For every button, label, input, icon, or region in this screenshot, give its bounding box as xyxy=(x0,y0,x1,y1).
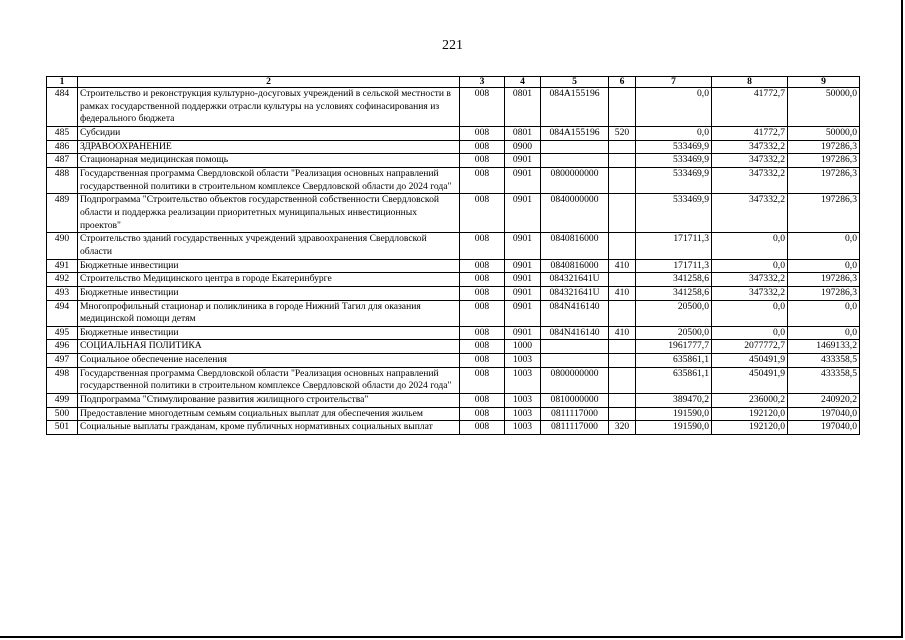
column-header-9: 9 xyxy=(788,77,860,88)
row-expense-type xyxy=(609,394,636,408)
row-amount-7: 1961777,7 xyxy=(636,340,712,354)
table-row xyxy=(47,88,860,127)
row-section-code: 0900 xyxy=(505,140,541,154)
row-amount-8: 347332,2 xyxy=(712,140,788,154)
row-section-code: 0901 xyxy=(505,194,541,233)
row-amount-7: 635861,1 xyxy=(636,354,712,368)
table-row xyxy=(47,126,860,140)
row-expense-type xyxy=(609,194,636,233)
row-name: Государственная программа Свердловской области "Реализация основных направлений государственной политики в строительном комплексе Свердловской области до 2024 года" xyxy=(78,367,460,393)
row-amount-8: 41772,7 xyxy=(712,88,788,127)
table-row xyxy=(47,273,860,287)
row-amount-8: 347332,2 xyxy=(712,286,788,300)
row-section-code: 1003 xyxy=(505,421,541,435)
row-admin-code: 008 xyxy=(460,233,505,259)
row-amount-9: 433358,5 xyxy=(788,367,860,393)
row-amount-9: 1469133,2 xyxy=(788,340,860,354)
row-amount-8: 0,0 xyxy=(712,326,788,340)
row-number: 492 xyxy=(47,273,78,287)
row-amount-9: 197286,3 xyxy=(788,194,860,233)
row-section-code: 1003 xyxy=(505,367,541,393)
row-expense-type xyxy=(609,407,636,421)
table-row xyxy=(47,300,860,326)
row-amount-8: 450491,9 xyxy=(712,354,788,368)
row-amount-8: 0,0 xyxy=(712,259,788,273)
row-admin-code: 008 xyxy=(460,167,505,193)
row-amount-8: 236000,2 xyxy=(712,394,788,408)
table-row xyxy=(47,421,860,435)
row-number: 490 xyxy=(47,233,78,259)
row-number: 487 xyxy=(47,154,78,168)
row-target-code xyxy=(541,154,609,168)
row-name: Бюджетные инвестиции xyxy=(78,286,460,300)
row-expense-type xyxy=(609,354,636,368)
row-section-code: 0901 xyxy=(505,167,541,193)
row-section-code: 0801 xyxy=(505,126,541,140)
row-admin-code: 008 xyxy=(460,154,505,168)
column-header-2: 2 xyxy=(78,77,460,88)
row-name: Социальные выплаты гражданам, кроме публичных нормативных социальных выплат xyxy=(78,421,460,435)
page-number: 221 xyxy=(442,38,463,53)
row-amount-7: 389470,2 xyxy=(636,394,712,408)
row-amount-9: 197286,3 xyxy=(788,286,860,300)
row-section-code: 1003 xyxy=(505,354,541,368)
table-row xyxy=(47,259,860,273)
row-expense-type xyxy=(609,140,636,154)
row-amount-9: 197286,3 xyxy=(788,273,860,287)
row-target-code xyxy=(541,354,609,368)
row-admin-code: 008 xyxy=(460,421,505,435)
row-target-code xyxy=(541,140,609,154)
row-number: 491 xyxy=(47,259,78,273)
row-target-code: 0800000000 xyxy=(541,167,609,193)
row-amount-7: 191590,0 xyxy=(636,407,712,421)
row-amount-7: 0,0 xyxy=(636,126,712,140)
table-body xyxy=(47,88,860,435)
row-amount-9: 433358,5 xyxy=(788,354,860,368)
row-amount-8: 192120,0 xyxy=(712,407,788,421)
row-section-code: 0901 xyxy=(505,326,541,340)
row-admin-code: 008 xyxy=(460,273,505,287)
row-name: Социальное обеспечение населения xyxy=(78,354,460,368)
row-amount-8: 41772,7 xyxy=(712,126,788,140)
row-admin-code: 008 xyxy=(460,88,505,127)
row-section-code: 0801 xyxy=(505,88,541,127)
row-amount-7: 20500,0 xyxy=(636,326,712,340)
row-admin-code: 008 xyxy=(460,140,505,154)
row-target-code xyxy=(541,340,609,354)
row-amount-8: 347332,2 xyxy=(712,167,788,193)
row-expense-type xyxy=(609,340,636,354)
row-section-code: 0901 xyxy=(505,154,541,168)
row-admin-code: 008 xyxy=(460,326,505,340)
row-name: Строительство и реконструкция культурно-досуговых учреждений в сельской местности в рамках государственной поддержки отрасли культуры на условиях софинасирования из федерального бюджета xyxy=(78,88,460,127)
column-header-4: 4 xyxy=(505,77,541,88)
row-admin-code: 008 xyxy=(460,126,505,140)
row-number: 485 xyxy=(47,126,78,140)
row-admin-code: 008 xyxy=(460,340,505,354)
row-name: Многопрофильный стационар и поликлиника в городе Нижний Тагил для оказания медицинской помощи детям xyxy=(78,300,460,326)
row-amount-7: 533469,9 xyxy=(636,154,712,168)
row-amount-7: 0,0 xyxy=(636,88,712,127)
row-amount-8: 0,0 xyxy=(712,233,788,259)
row-admin-code: 008 xyxy=(460,407,505,421)
row-amount-9: 197286,3 xyxy=(788,154,860,168)
row-expense-type: 410 xyxy=(609,259,636,273)
row-target-code: 0810000000 xyxy=(541,394,609,408)
row-target-code: 084N416140 xyxy=(541,326,609,340)
row-target-code: 084321641U xyxy=(541,273,609,287)
row-amount-7: 171711,3 xyxy=(636,259,712,273)
table-row xyxy=(47,407,860,421)
row-expense-type: 410 xyxy=(609,286,636,300)
column-header-1: 1 xyxy=(47,77,78,88)
row-expense-type: 520 xyxy=(609,126,636,140)
column-header-3: 3 xyxy=(460,77,505,88)
row-expense-type xyxy=(609,88,636,127)
row-amount-9: 0,0 xyxy=(788,300,860,326)
row-amount-7: 533469,9 xyxy=(636,167,712,193)
row-expense-type xyxy=(609,300,636,326)
row-amount-8: 0,0 xyxy=(712,300,788,326)
row-section-code: 1003 xyxy=(505,407,541,421)
row-number: 495 xyxy=(47,326,78,340)
row-amount-7: 533469,9 xyxy=(636,140,712,154)
row-expense-type: 320 xyxy=(609,421,636,435)
row-admin-code: 008 xyxy=(460,394,505,408)
row-name: Бюджетные инвестиции xyxy=(78,259,460,273)
table-row xyxy=(47,367,860,393)
row-expense-type xyxy=(609,233,636,259)
row-amount-7: 171711,3 xyxy=(636,233,712,259)
row-target-code: 0840000000 xyxy=(541,194,609,233)
row-expense-type xyxy=(609,154,636,168)
row-target-code: 0811117000 xyxy=(541,407,609,421)
table-row xyxy=(47,326,860,340)
row-number: 488 xyxy=(47,167,78,193)
row-amount-9: 0,0 xyxy=(788,259,860,273)
row-admin-code: 008 xyxy=(460,286,505,300)
row-amount-7: 341258,6 xyxy=(636,286,712,300)
column-header-8: 8 xyxy=(712,77,788,88)
row-name: СОЦИАЛЬНАЯ ПОЛИТИКА xyxy=(78,340,460,354)
row-target-code: 084А155196 xyxy=(541,126,609,140)
row-amount-8: 347332,2 xyxy=(712,154,788,168)
row-amount-9: 197286,3 xyxy=(788,167,860,193)
row-name: Государственная программа Свердловской области "Реализация основных направлений государственной политики в строительном комплексе Свердловской области до 2024 года" xyxy=(78,167,460,193)
row-amount-7: 635861,1 xyxy=(636,367,712,393)
row-number: 493 xyxy=(47,286,78,300)
table-row xyxy=(47,394,860,408)
row-amount-9: 197040,0 xyxy=(788,421,860,435)
row-amount-9: 0,0 xyxy=(788,326,860,340)
row-expense-type xyxy=(609,167,636,193)
row-number: 500 xyxy=(47,407,78,421)
row-number: 494 xyxy=(47,300,78,326)
column-header-6: 6 xyxy=(609,77,636,88)
row-name: ЗДРАВООХРАНЕНИЕ xyxy=(78,140,460,154)
table-header-row xyxy=(47,77,860,88)
row-number: 499 xyxy=(47,394,78,408)
table-row xyxy=(47,286,860,300)
table-row xyxy=(47,233,860,259)
table-row xyxy=(47,354,860,368)
row-section-code: 1000 xyxy=(505,340,541,354)
row-target-code: 084321641U xyxy=(541,286,609,300)
row-amount-9: 50000,0 xyxy=(788,126,860,140)
row-section-code: 0901 xyxy=(505,273,541,287)
row-admin-code: 008 xyxy=(460,259,505,273)
row-section-code: 1003 xyxy=(505,394,541,408)
row-amount-8: 192120,0 xyxy=(712,421,788,435)
row-name: Предоставление многодетным семьям социальных выплат для обеспечения жильем xyxy=(78,407,460,421)
table-row xyxy=(47,194,860,233)
row-expense-type: 410 xyxy=(609,326,636,340)
row-target-code: 0840816000 xyxy=(541,233,609,259)
row-target-code: 084N416140 xyxy=(541,300,609,326)
row-target-code: 0840816000 xyxy=(541,259,609,273)
row-section-code: 0901 xyxy=(505,233,541,259)
row-name: Бюджетные инвестиции xyxy=(78,326,460,340)
budget-table xyxy=(46,76,860,435)
row-amount-7: 341258,6 xyxy=(636,273,712,287)
row-section-code: 0901 xyxy=(505,259,541,273)
table-row xyxy=(47,340,860,354)
row-number: 497 xyxy=(47,354,78,368)
row-number: 489 xyxy=(47,194,78,233)
row-target-code: 0800000000 xyxy=(541,367,609,393)
row-admin-code: 008 xyxy=(460,354,505,368)
row-admin-code: 008 xyxy=(460,367,505,393)
row-amount-7: 20500,0 xyxy=(636,300,712,326)
column-header-7: 7 xyxy=(636,77,712,88)
row-amount-9: 0,0 xyxy=(788,233,860,259)
row-amount-9: 50000,0 xyxy=(788,88,860,127)
row-name: Подпрограмма "Стимулирование развития жилищного строительства" xyxy=(78,394,460,408)
row-expense-type xyxy=(609,273,636,287)
row-amount-9: 197286,3 xyxy=(788,140,860,154)
row-amount-7: 191590,0 xyxy=(636,421,712,435)
row-amount-8: 450491,9 xyxy=(712,367,788,393)
row-section-code: 0901 xyxy=(505,286,541,300)
row-name: Стационарная медицинская помощь xyxy=(78,154,460,168)
row-number: 498 xyxy=(47,367,78,393)
row-amount-8: 2077772,7 xyxy=(712,340,788,354)
table-row xyxy=(47,154,860,168)
column-header-5: 5 xyxy=(541,77,609,88)
row-amount-9: 197040,0 xyxy=(788,407,860,421)
row-target-code: 084А155196 xyxy=(541,88,609,127)
row-amount-7: 533469,9 xyxy=(636,194,712,233)
table-row xyxy=(47,167,860,193)
row-name: Подпрограмма "Строительство объектов государственной собственности Свердловской области и поддержка реализации приоритетных муниципальных инвестиционных проектов" xyxy=(78,194,460,233)
row-name: Строительство Медицинского центра в городе Екатеринбурге xyxy=(78,273,460,287)
row-amount-8: 347332,2 xyxy=(712,273,788,287)
row-number: 496 xyxy=(47,340,78,354)
row-number: 486 xyxy=(47,140,78,154)
row-number: 501 xyxy=(47,421,78,435)
row-amount-9: 240920,2 xyxy=(788,394,860,408)
row-number: 484 xyxy=(47,88,78,127)
row-admin-code: 008 xyxy=(460,194,505,233)
row-admin-code: 008 xyxy=(460,300,505,326)
row-section-code: 0901 xyxy=(505,300,541,326)
row-target-code: 0811117000 xyxy=(541,421,609,435)
row-name: Субсидии xyxy=(78,126,460,140)
row-amount-8: 347332,2 xyxy=(712,194,788,233)
table-row xyxy=(47,140,860,154)
row-expense-type xyxy=(609,367,636,393)
row-name: Строительство зданий государственных учреждений здравоохранения Свердловской области xyxy=(78,233,460,259)
